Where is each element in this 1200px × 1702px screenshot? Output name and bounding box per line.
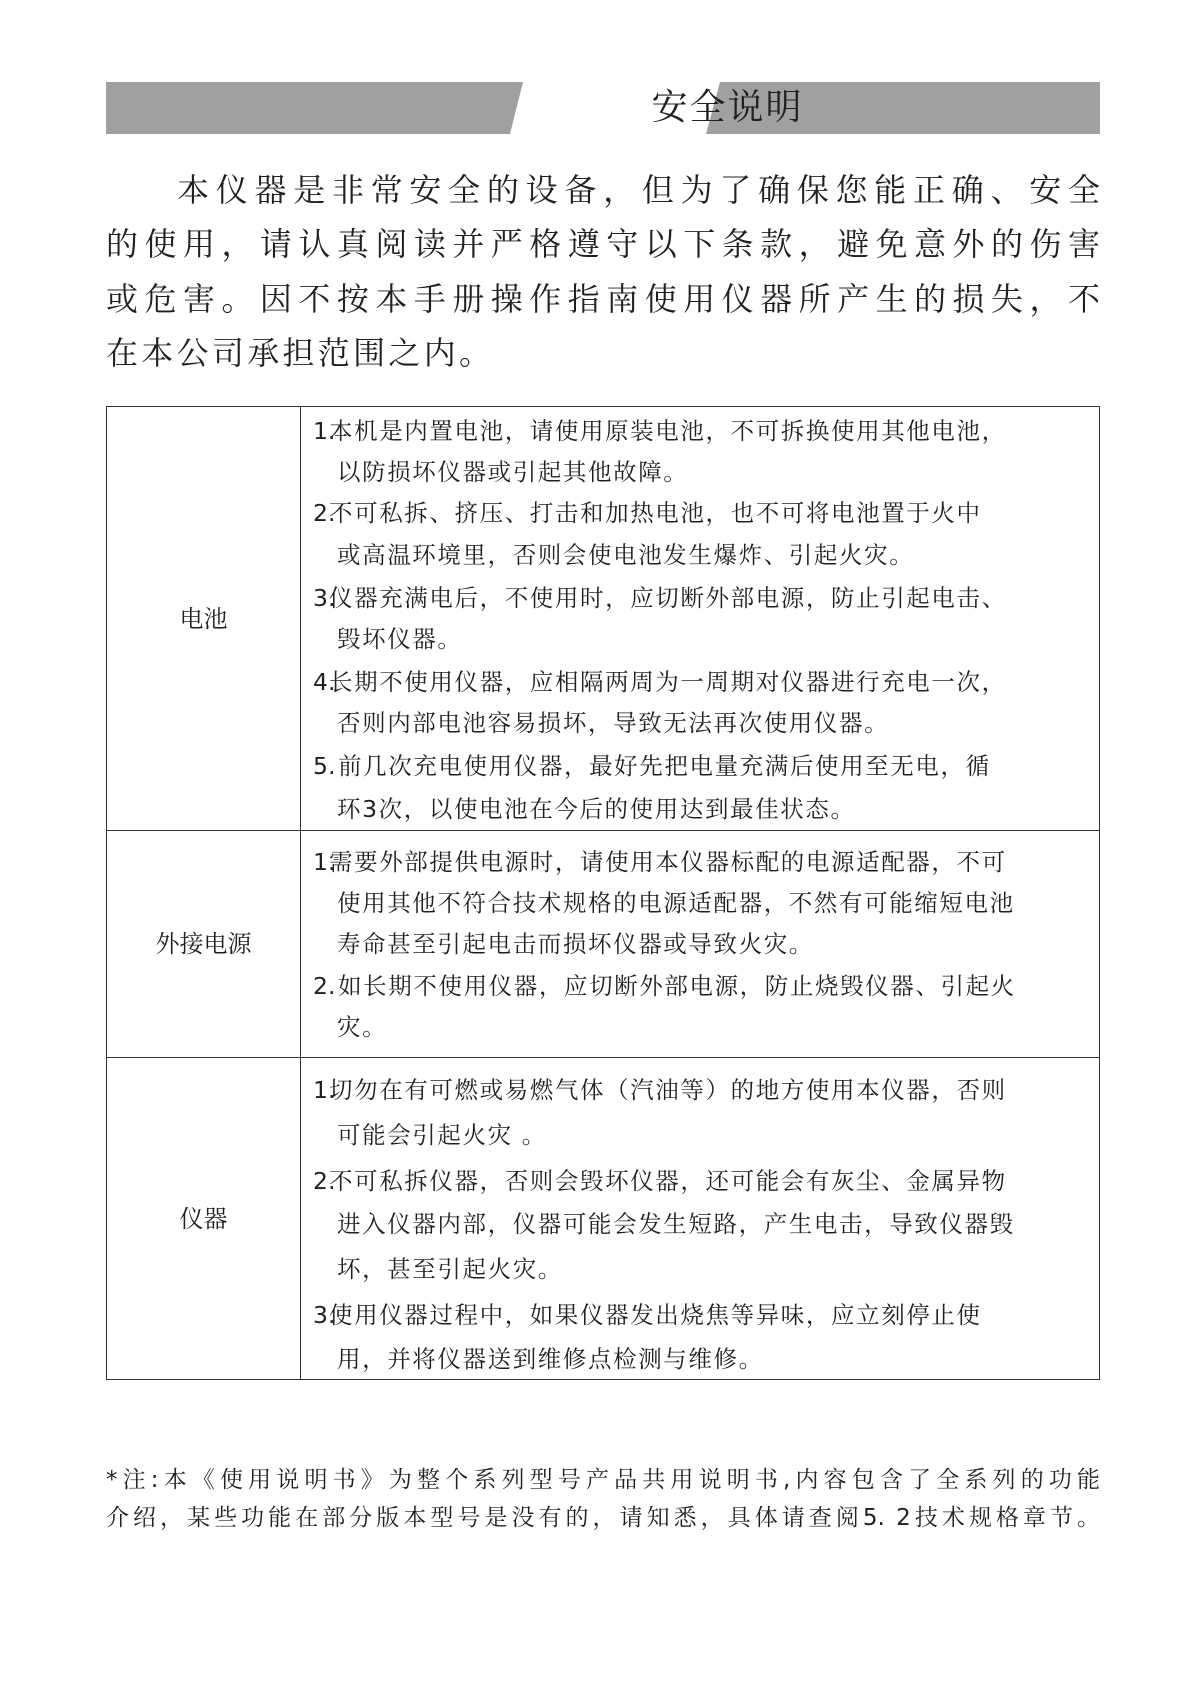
safety-table bbox=[106, 406, 1100, 1380]
row-label: 外接电源 bbox=[155, 929, 252, 958]
item-line: 寿命甚至引起电击而损坏仪器或导致火灾。 bbox=[337, 930, 814, 958]
row-divider bbox=[107, 1057, 1099, 1058]
row-divider bbox=[107, 830, 1099, 831]
item-number: 1. bbox=[313, 417, 336, 445]
row-label: 仪器 bbox=[179, 1205, 228, 1233]
item-line: 不可私拆、挤压、打击和加热电池，也不可将电池置于火中 bbox=[329, 499, 982, 527]
item-line: 如长期不使用仪器，应切断外部电源，防止烧毁仪器、引起火 bbox=[329, 972, 1016, 1000]
section-header bbox=[106, 82, 1100, 134]
item-number: 2. bbox=[313, 972, 336, 1000]
item-number: 4. bbox=[313, 668, 336, 696]
intro-line: 本仪器是非常安全的设备，但为了确保您能正确、安全 bbox=[177, 171, 1100, 209]
item-number: 1. bbox=[313, 848, 336, 876]
header-bar bbox=[106, 82, 1100, 134]
item-line: 坏，甚至引起火灾。 bbox=[337, 1255, 563, 1283]
row-label: 电池 bbox=[179, 604, 228, 633]
item-line: 灾。 bbox=[337, 1013, 388, 1041]
item-line: 或高温环境里，否则会使电池发生爆炸、引起火灾。 bbox=[337, 541, 915, 569]
item-number: 2. bbox=[313, 499, 336, 527]
item-number: 3. bbox=[313, 1301, 336, 1329]
intro-line: 在本公司承担范围之内。 bbox=[106, 334, 495, 372]
item-number: 2. bbox=[313, 1167, 336, 1195]
item-number: 3. bbox=[313, 584, 336, 612]
item-line: 需要外部提供电源时，请使用本仪器标配的电源适配器，不可 bbox=[329, 848, 1007, 876]
item-number: 1. bbox=[313, 1076, 336, 1104]
item-line: 毁坏仪器。 bbox=[337, 625, 463, 653]
item-line: 否则内部电池容易损坏，导致无法再次使用仪器。 bbox=[337, 709, 890, 737]
page-title: 安全说明 bbox=[651, 87, 804, 128]
item-line: 使用其他不符合技术规格的电源适配器，不然有可能缩短电池 bbox=[337, 889, 1015, 917]
item-line: 使用仪器过程中，如果仪器发出烧焦等异味，应立刻停止使 bbox=[329, 1301, 982, 1329]
item-line: 环3次，以使电池在今后的使用达到最佳状态。 bbox=[337, 795, 856, 823]
item-line: 可能会引起火灾 。 bbox=[337, 1121, 547, 1149]
item-line: 不可私拆仪器，否则会毁坏仪器，还可能会有灰尘、金属异物 bbox=[329, 1167, 1007, 1195]
footnote-line: *注:本《使用说明书》为整个系列型号产品共用说明书,内容包含了全系列的功能 bbox=[106, 1467, 1100, 1493]
item-line: 进入仪器内部，仪器可能会发生短路，产生电击，导致仪器毁 bbox=[337, 1210, 1015, 1238]
item-line: 本机是内置电池，请使用原装电池，不可拆换使用其他电池， bbox=[329, 417, 1007, 445]
item-line: 仪器充满电后，不使用时，应切断外部电源，防止引起电击、 bbox=[329, 584, 1007, 612]
item-line: 用，并将仪器送到维修点检测与维修。 bbox=[337, 1345, 764, 1373]
item-line: 长期不使用仪器，应相隔两周为一周期对仪器进行充电一次， bbox=[329, 668, 1007, 696]
item-line: 切勿在有可燃或易燃气体（汽油等）的地方使用本仪器，否则 bbox=[329, 1076, 1007, 1104]
intro-line: 的使用，请认真阅读并严格遵守以下条款，避免意外的伤害 bbox=[106, 225, 1100, 263]
item-line: 以防损坏仪器或引起其他故障。 bbox=[337, 458, 689, 486]
item-line: 前几次充电使用仪器，最好先把电量充满后使用至无电，循 bbox=[329, 752, 991, 780]
item-number: 5. bbox=[313, 752, 336, 780]
footnote-line: 介绍，某些功能在部分版本型号是没有的，请知悉，具体请查阅5. 2技术规格章节。 bbox=[106, 1505, 1100, 1531]
column-divider bbox=[300, 407, 301, 1379]
intro-line: 或危害。因不按本手册操作指南使用仪器所产生的损失，不 bbox=[106, 280, 1100, 318]
